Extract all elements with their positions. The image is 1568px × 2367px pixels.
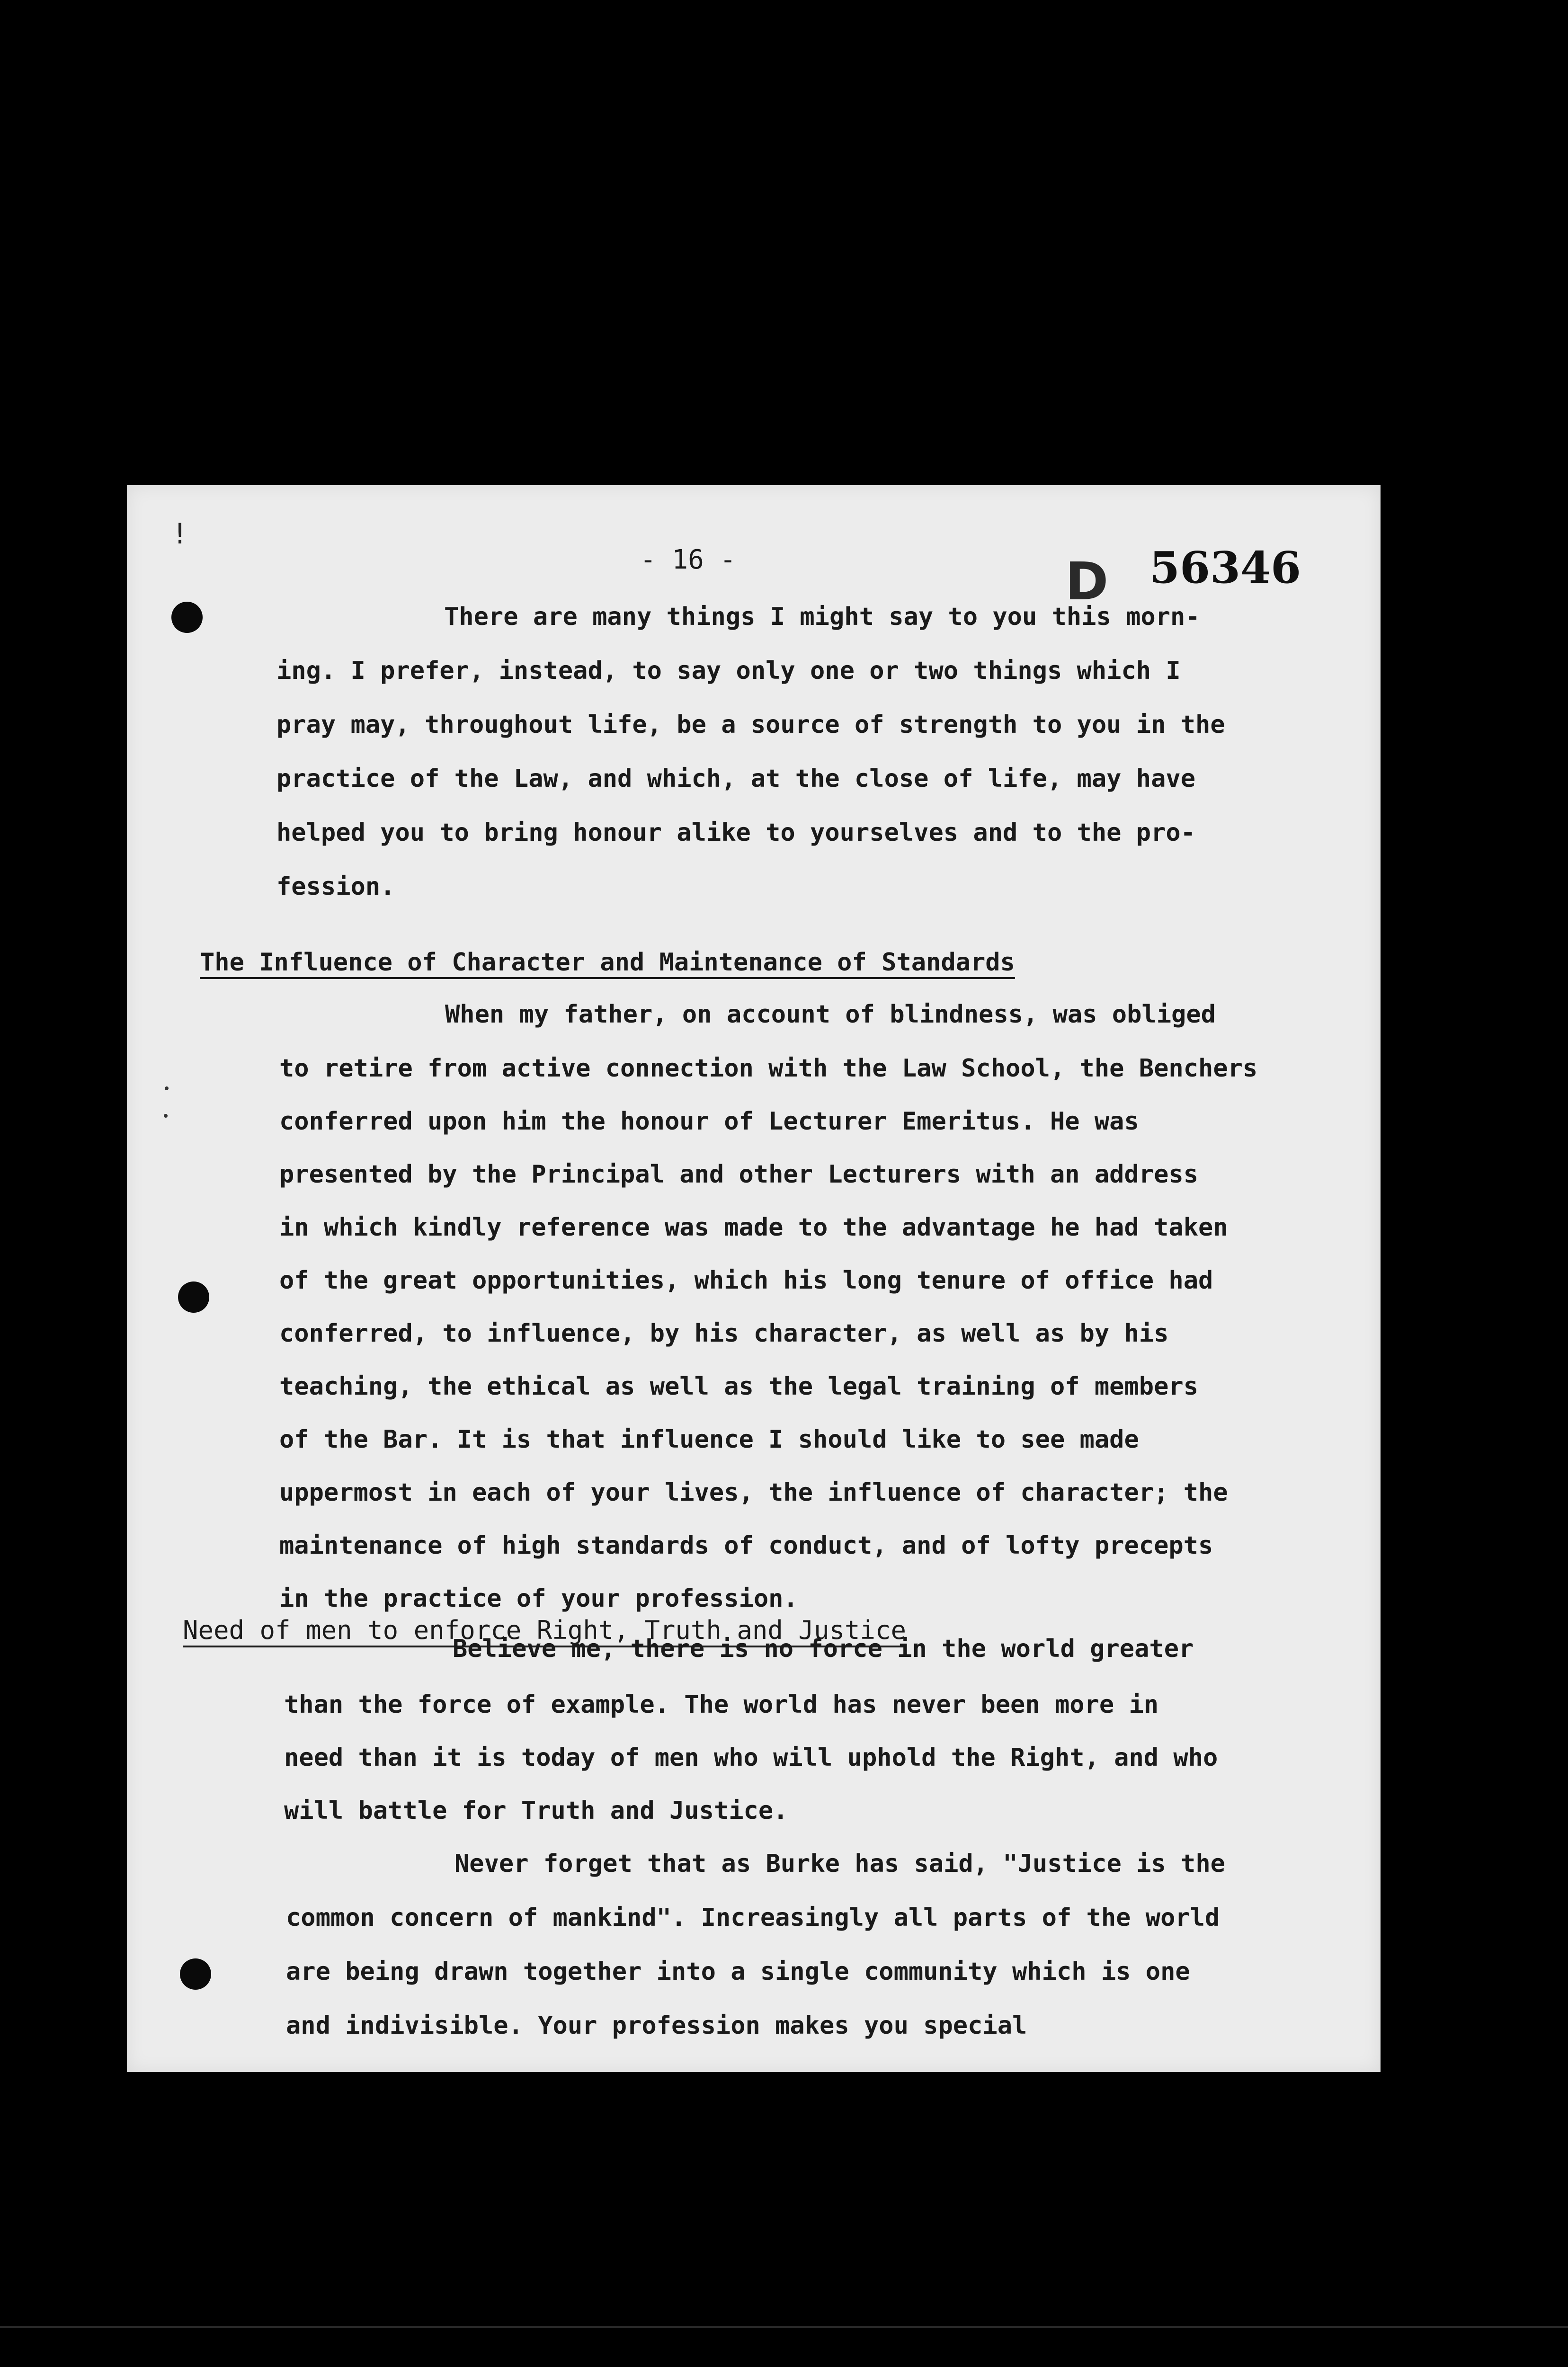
text-line: common concern of mankind". Increasingly all parts of the world xyxy=(286,1904,1220,1932)
margin-mark: ! xyxy=(174,517,186,551)
section-heading: The Influence of Character and Maintenance of Standards xyxy=(200,948,1015,977)
text-line: conferred, to influence, by his character, as well as by his xyxy=(279,1319,1169,1348)
text-line: fession. xyxy=(276,872,395,901)
text-line: in the practice of your profession. xyxy=(279,1584,798,1613)
text-line: When my father, on account of blindness, was obliged xyxy=(445,1000,1216,1029)
text-line: maintenance of high standards of conduct, and of lofty precepts xyxy=(279,1531,1213,1560)
text-line: pray may, throughout life, be a source of strength to you in the xyxy=(276,711,1225,739)
text-line: practice of the Law, and which, at the close of life, may have xyxy=(276,765,1196,793)
document-page xyxy=(127,485,1381,2072)
text-line: Believe me, there is no force in the world greater xyxy=(453,1635,1194,1663)
stamp-letter: D xyxy=(1065,551,1109,612)
text-line: helped you to bring honour alike to yourselves and to the pro- xyxy=(276,819,1196,847)
text-line: of the Bar. It is that influence I should like to see made xyxy=(279,1425,1139,1454)
text-line: than the force of example. The world has never been more in xyxy=(284,1691,1159,1719)
page-number: - 16 - xyxy=(640,544,736,575)
punch-hole xyxy=(171,602,203,633)
text-line: Never forget that as Burke has said, "Justice is the xyxy=(454,1850,1225,1878)
text-line: of the great opportunities, which his long tenure of office had xyxy=(279,1266,1213,1295)
margin-speck xyxy=(165,1086,169,1090)
text-line: are being drawn together into a single community which is one xyxy=(286,1958,1190,1986)
text-line: There are many things I might say to you this morn- xyxy=(444,603,1200,631)
text-line: will battle for Truth and Justice. xyxy=(284,1797,788,1825)
text-line: in which kindly reference was made to the advantage he had taken xyxy=(279,1213,1228,1242)
text-line: need than it is today of men who will uphold the Right, and who xyxy=(284,1744,1218,1772)
film-edge-line xyxy=(0,2326,1568,2328)
text-line: presented by the Principal and other Lecturers with an address xyxy=(279,1160,1199,1189)
punch-hole xyxy=(180,1958,211,1990)
text-line: to retire from active connection with the Law School, the Benchers xyxy=(279,1054,1258,1083)
text-line: teaching, the ethical as well as the legal training of members xyxy=(279,1372,1199,1401)
section-heading: Need of men to enforce Right, Truth and Justice xyxy=(183,1615,907,1645)
text-line: ing. I prefer, instead, to say only one or two things which I xyxy=(276,657,1181,685)
text-line: conferred upon him the honour of Lecturer Emeritus. He was xyxy=(279,1107,1139,1136)
margin-speck xyxy=(164,1114,168,1118)
text-line: uppermost in each of your lives, the influence of character; the xyxy=(279,1478,1228,1507)
text-line: and indivisible. Your profession makes you special xyxy=(286,2011,1027,2040)
punch-hole xyxy=(178,1281,209,1313)
document-number: 56346 xyxy=(1149,542,1301,593)
